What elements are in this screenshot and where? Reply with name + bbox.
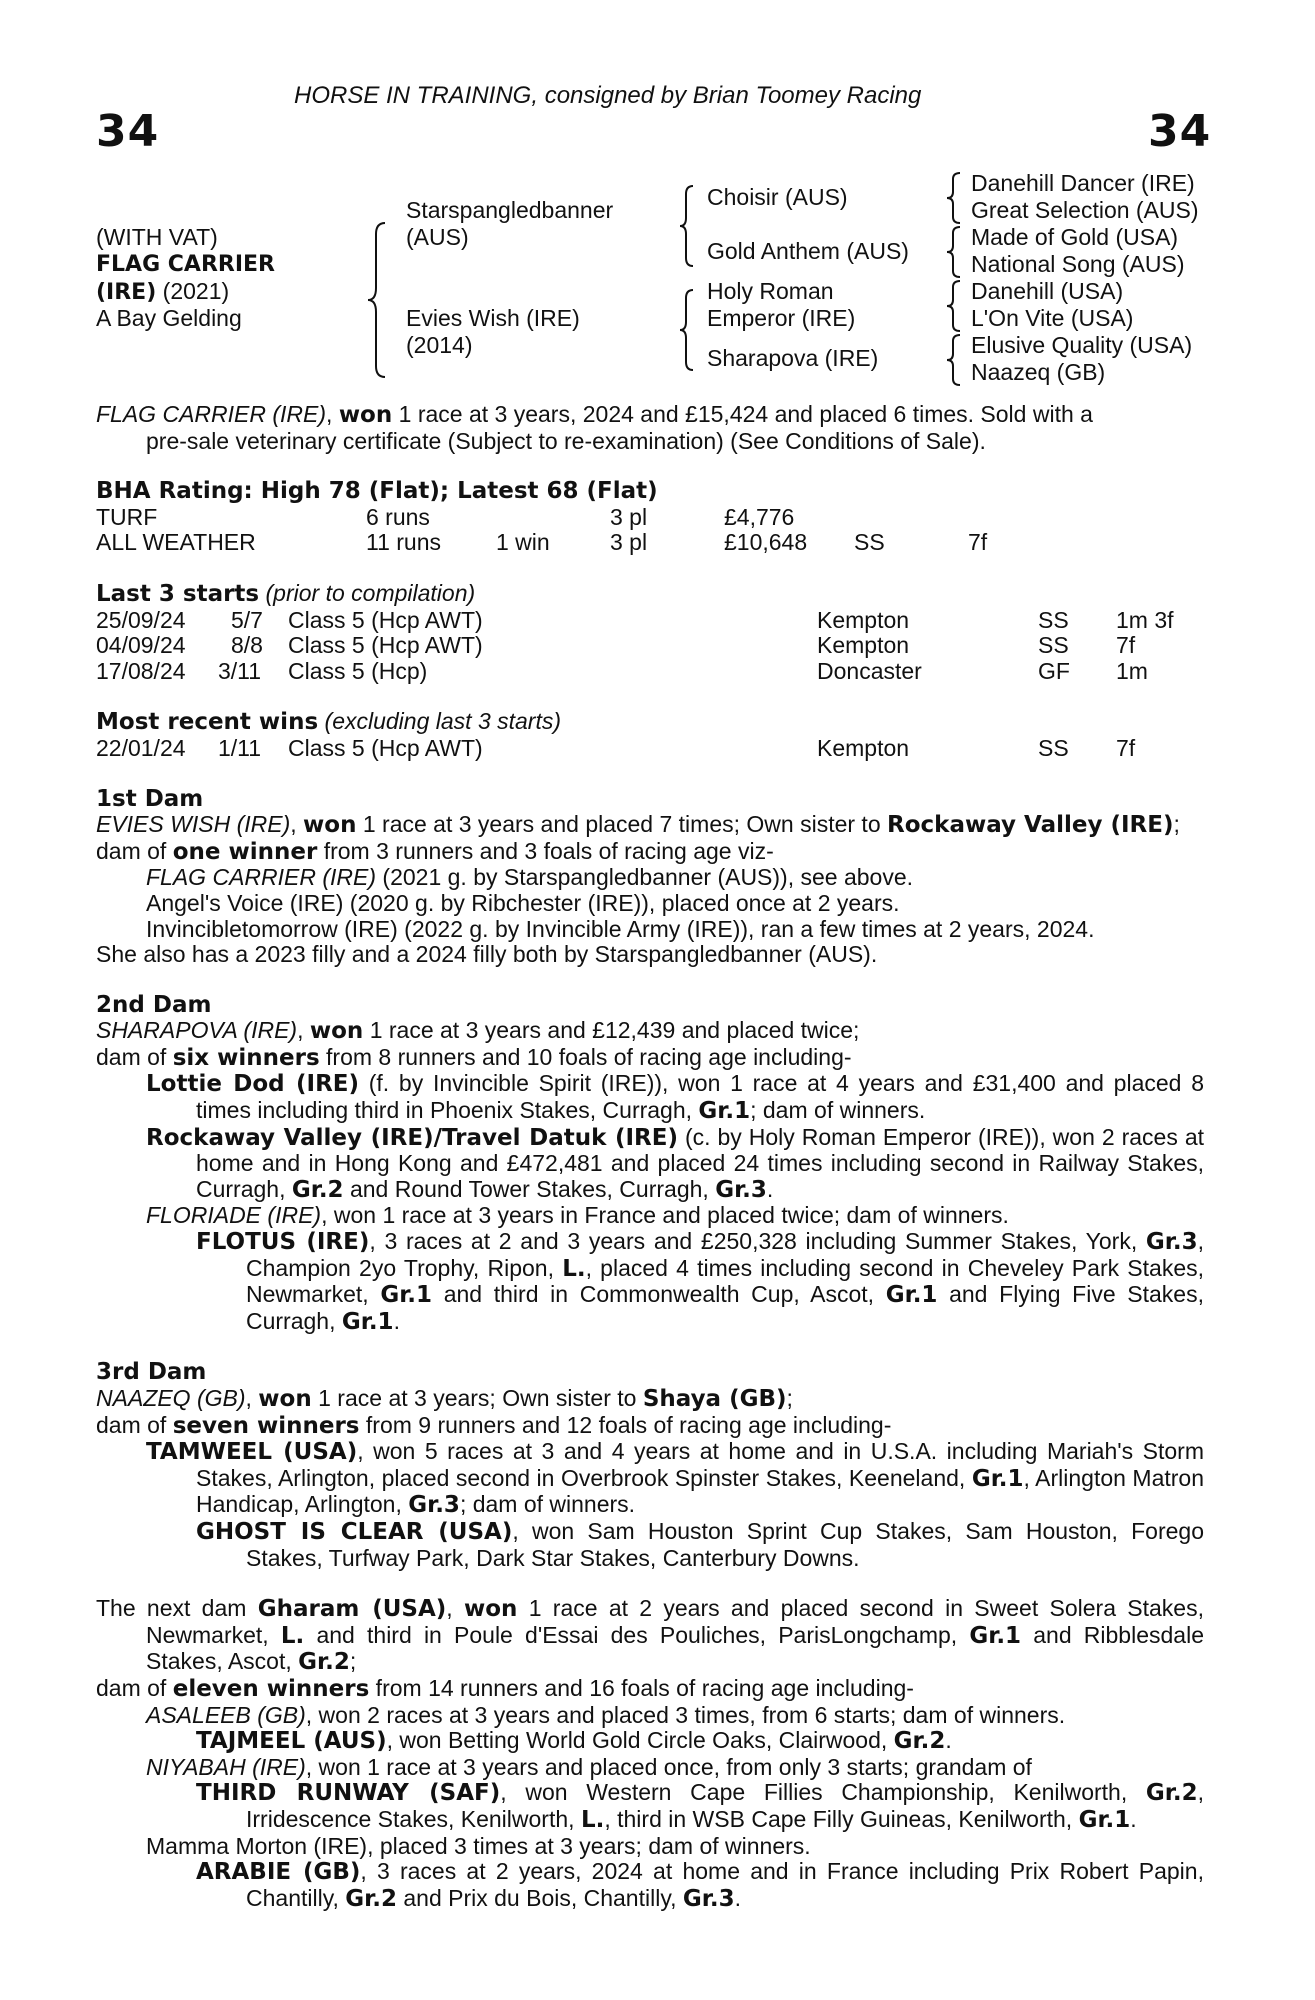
bha-rating-heading: BHA Rating: High 78 (Flat); Latest 68 (Flat) — [96, 478, 658, 505]
list-item: FLOTUS (IRE), 3 races at 2 and 3 years and £250,328 including Summer Stakes, York, Gr.3, Champion 2yo Trophy, Ripon, L., placed 4 times including second in Cheveley Park Stakes, Newmarket, Gr.1 and third in Commonwealth Cup, Ascot, Gr.1 and Flying Five Stakes, Curragh, Gr.1. — [196, 1228, 1204, 1335]
horse-name: FLAG CARRIER — [96, 252, 275, 277]
recent-wins-heading: Most recent wins (excluding last 3 starts) — [96, 708, 562, 736]
list-item: GHOST IS CLEAR (USA), won Sam Houston Sprint Cup Stakes, Sam Houston, Forego Stakes, Turfway Park, Dark Star Stakes, Canterbury Downs. — [196, 1517, 1204, 1571]
first-dam-produce-summary: dam of one winner from 3 runners and 3 foals of racing age viz- — [96, 837, 774, 865]
first-dam-record: EVIES WISH (IRE), won 1 race at 3 years and placed 7 times; Own sister to Rockaway Valley (IRE); — [96, 811, 1180, 839]
great-granddam-3: L'On Vite (USA) — [971, 305, 1134, 331]
brace-g2 — [946, 226, 962, 278]
list-item: ASALEEB (GB), won 2 races at 3 years and placed 3 times, from 6 starts; dam of winners. — [146, 1701, 1066, 1728]
sire-sire: Choisir (AUS) — [707, 184, 848, 210]
list-item: ARABIE (GB), 3 races at 2 years, 2024 at home and in France including Prix Robert Papin, Chantilly, Gr.2 and Prix du Bois, Chantilly, Gr.3. — [196, 1858, 1204, 1912]
second-dam-heading: 2nd Dam — [96, 991, 212, 1018]
page-subtitle: HORSE IN TRAINING, consigned by Brian Toomey Racing — [294, 82, 922, 109]
third-dam-produce-summary: dam of seven winners from 9 runners and 12 foals of racing age including- — [96, 1411, 892, 1439]
table-row: 22/01/24 1/11 Class 5 (Hcp AWT) Kempton SS 7f — [96, 734, 1136, 761]
sire-name: Starspangledbanner — [406, 197, 614, 223]
horse-description: A Bay Gelding — [96, 305, 242, 331]
list-item: THIRD RUNWAY (SAF), won Western Cape Fillies Championship, Kenilworth, Gr.2, Irridescence Stakes, Kenilworth, L., third in WSB Cape Filly Guineas, Kenilworth, Gr.1. — [196, 1779, 1204, 1833]
second-dam-record: SHARAPOVA (IRE), won 1 race at 3 years and £12,439 and placed twice; — [96, 1017, 860, 1045]
dam-dam: Sharapova (IRE) — [707, 345, 879, 371]
great-granddam-4: Naazeq (GB) — [971, 359, 1106, 385]
great-grandsire-1: Danehill Dancer (IRE) — [971, 170, 1195, 196]
lot-number-right: 34 — [1148, 106, 1212, 157]
sire-country: (AUS) — [406, 224, 469, 250]
great-grandsire-4: Elusive Quality (USA) — [971, 332, 1193, 358]
next-dam-record: The next dam Gharam (USA), won 1 race at 2 years and placed second in Sweet Solera Stakes, Newmarket, L. and third in Poule d'Essai des Pouliches, ParisLongchamp, Gr.1 and Ribblesdale Stakes, Ascot, Gr.2; — [96, 1595, 1204, 1676]
table-row: 25/09/24 5/7 Class 5 (Hcp AWT) Kempton SS 1m 3f — [96, 606, 1174, 633]
rating-row-turf: TURF 6 runs 3 pl £4,776 — [96, 503, 795, 530]
brace-parents — [367, 222, 387, 378]
lot-number-left: 34 — [96, 106, 160, 157]
list-item: FLORIADE (IRE), won 1 race at 3 years in France and placed twice; dam of winners. — [146, 1202, 1009, 1229]
horse-name-line2 — [96, 278, 229, 306]
brace-sire-parents — [679, 185, 695, 267]
brace-g4 — [946, 334, 962, 386]
race-summary: FLAG CARRIER (IRE), won 1 race at 3 years, 2024 and £15,424 and placed 6 times. Sold with a pre-sale veterinary certificate (Subject to re-examination) (See Conditions of Sale). — [96, 401, 1093, 454]
list-item: Lottie Dod (IRE) (f. by Invincible Spirit (IRE)), won 1 race at 4 years and £31,400 and placed 8 times including third in Phoenix Stakes, Curragh, Gr.1; dam of winners. — [146, 1070, 1204, 1125]
list-item: Angel's Voice (IRE) (2020 g. by Ribchester (IRE)), placed once at 2 years. — [146, 889, 900, 916]
third-dam-heading: 3rd Dam — [96, 1359, 207, 1386]
sire-dam: Gold Anthem (AUS) — [707, 238, 909, 264]
brace-g3 — [946, 280, 962, 332]
dam-sire-country: Emperor (IRE) — [707, 305, 856, 331]
last-starts-table — [96, 608, 1204, 685]
great-granddam-1: Great Selection (AUS) — [971, 197, 1199, 223]
dam-name: Evies Wish (IRE) — [406, 305, 580, 331]
great-granddam-2: National Song (AUS) — [971, 251, 1185, 277]
summary-horse-name: FLAG CARRIER (IRE) — [96, 401, 327, 427]
last-starts-heading: Last 3 starts (prior to compilation) — [96, 579, 476, 607]
rating-table — [96, 505, 1204, 556]
rating-row-all-weather: ALL WEATHER 11 runs 1 win 3 pl £10,648 SS 7f — [96, 529, 988, 556]
dam-year: (2014) — [406, 332, 473, 358]
list-item: NIYABAH (IRE), won 1 race at 3 years and placed once, from only 3 starts; grandam of — [146, 1753, 1032, 1780]
third-dam-record: NAAZEQ (GB), won 1 race at 3 years; Own sister to Shaya (GB); — [96, 1385, 793, 1412]
first-dam-heading: 1st Dam — [96, 785, 204, 812]
second-dam-produce-summary: dam of six winners from 8 runners and 10 foals of racing age including- — [96, 1043, 852, 1071]
brace-g1 — [946, 172, 962, 224]
list-item: Mamma Morton (IRE), placed 3 times at 3 years; dam of winners. — [146, 1832, 811, 1859]
recent-wins-table — [96, 736, 1204, 762]
great-grandsire-2: Made of Gold (USA) — [971, 224, 1179, 250]
list-item: FLAG CARRIER (IRE) (2021 g. by Starspangledbanner (AUS)), see above. — [146, 864, 914, 891]
brace-dam-parents — [679, 289, 695, 371]
next-dam-produce-summary: dam of eleven winners from 14 runners and 16 foals of racing age including- — [96, 1674, 914, 1702]
list-item: TAJMEEL (AUS), won Betting World Gold Circle Oaks, Clairwood, Gr.2. — [196, 1727, 952, 1755]
list-item: TAMWEEL (USA), won 5 races at 3 and 4 years at home and in U.S.A. including Mariah's Storm Stakes, Arlington, placed second in Overbrook Spinster Stakes, Keeneland, Gr.1, Arlington Matron Handicap, Arlington, Gr.3; dam of winners. — [146, 1438, 1205, 1519]
table-row: 04/09/24 8/8 Class 5 (Hcp AWT) Kempton SS 7f — [96, 632, 1136, 659]
dam-sire-name: Holy Roman — [707, 278, 834, 304]
list-item: Invincibletomorrow (IRE) (2022 g. by Invincible Army (IRE)), ran a few times at 2 years, 2024. — [146, 915, 1095, 942]
vat-note: (WITH VAT) — [96, 224, 218, 250]
summary-won: won — [338, 402, 393, 428]
list-item: Rockaway Valley (IRE)/Travel Datuk (IRE) (c. by Holy Roman Emperor (IRE)), won 2 races at home and in Hong Kong and £472,481 and placed 24 times including second in Railway Stakes, Curragh, Gr.2 and Round Tower Stakes, Curragh, Gr.3. — [146, 1123, 1204, 1203]
summary-vet-note: pre-sale veterinary certificate (Subject to re-examination) (See Conditions of Sale). — [146, 427, 986, 454]
first-dam-note: She also has a 2023 filly and a 2024 filly both by Starspangledbanner (AUS). — [96, 941, 878, 968]
catalogue-body — [96, 402, 1204, 1912]
table-row: 17/08/24 3/11 Class 5 (Hcp) Doncaster GF 1m — [96, 657, 1148, 684]
horse-country: (IRE) — [96, 280, 157, 305]
horse-year: (2021) — [156, 278, 230, 304]
great-grandsire-3: Danehill (USA) — [971, 278, 1124, 304]
